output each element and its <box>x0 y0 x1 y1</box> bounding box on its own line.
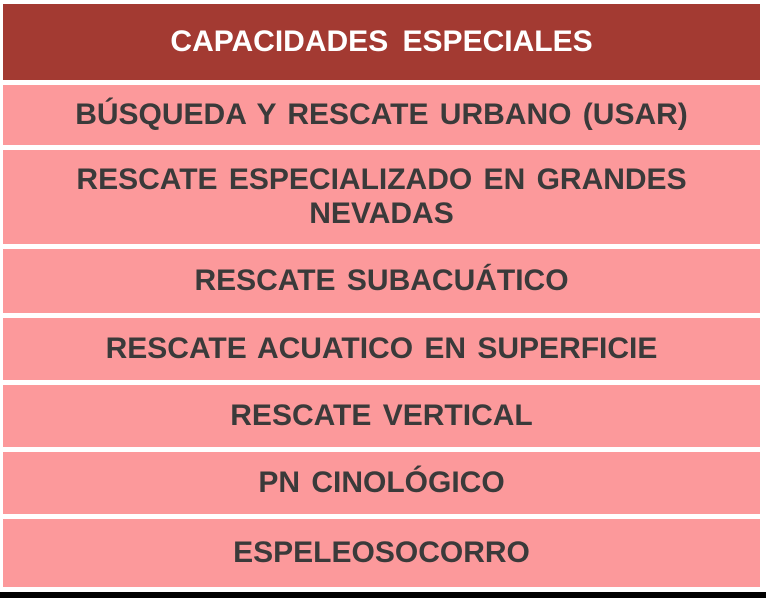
table-row <box>3 318 760 380</box>
table-row <box>3 385 760 447</box>
table-row <box>3 519 760 587</box>
row-label: RESCATE SUBACUÁTICO <box>194 263 569 297</box>
bottom-black-bar <box>0 592 766 598</box>
capabilities-table <box>3 4 760 587</box>
table-row <box>3 249 760 313</box>
table-title: CAPACIDADES ESPECIALES <box>170 25 593 58</box>
row-label: PN CINOLÓGICO <box>258 465 505 499</box>
row-label: BÚSQUEDA Y RESCATE URBANO (USAR) <box>75 97 688 131</box>
row-label: RESCATE VERTICAL <box>230 398 533 432</box>
table-header <box>3 4 760 80</box>
row-label: RESCATE ESPECIALIZADO EN GRANDES NEVADAS <box>76 162 687 230</box>
row-label: ESPELEOSOCORRO <box>233 535 530 569</box>
table-row <box>3 85 760 145</box>
row-label: RESCATE ACUATICO EN SUPERFICIE <box>105 331 658 365</box>
table-row <box>3 452 760 514</box>
table-row <box>3 150 760 244</box>
